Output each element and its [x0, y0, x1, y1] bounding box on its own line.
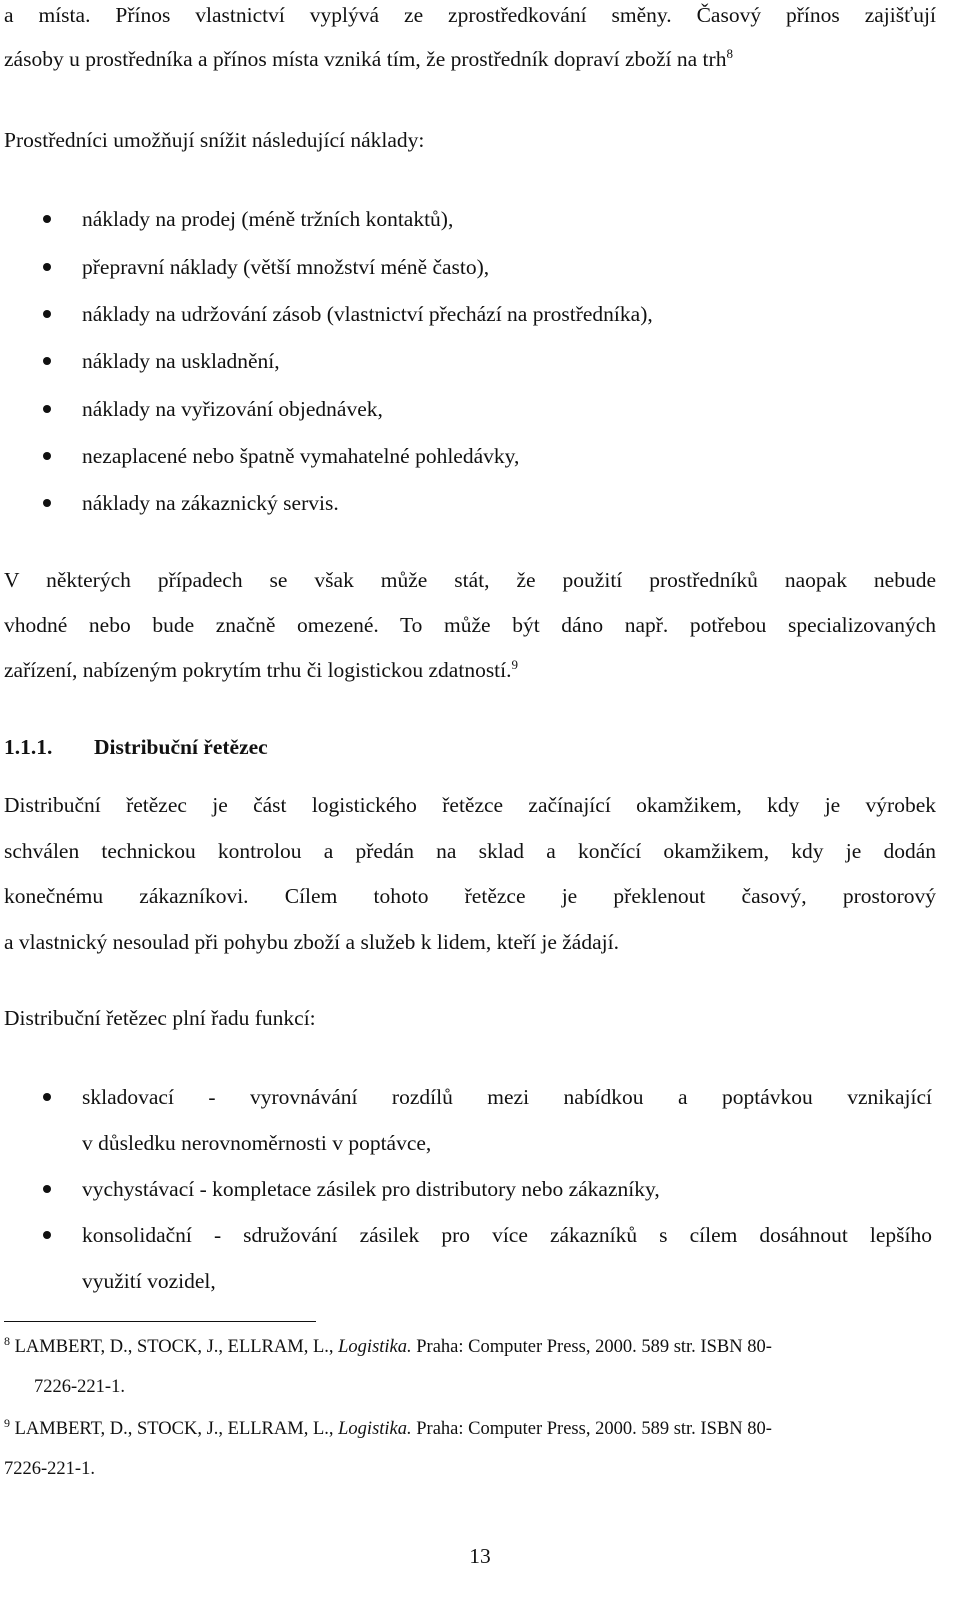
- page-number: 13: [469, 1544, 491, 1568]
- bullet-icon: [43, 405, 51, 413]
- paragraph-line: Distribuční řetězec je část logistického řetězce začínající okamžikem, kdy je výrobek: [4, 793, 936, 817]
- paragraph-line: a místa. Přínos vlastnictví vyplývá ze zprostředkování směny. Časový přínos zajišťují: [4, 3, 936, 27]
- list-item: vychystávací - kompletace zásilek pro distributory nebo zákazníky,: [82, 1177, 660, 1201]
- paragraph-line: a vlastnický nesoulad při pohybu zboží a služeb k lidem, kteří je žádají.: [4, 930, 619, 954]
- footnote-number: 8: [4, 1333, 10, 1348]
- section-heading: [4, 734, 936, 760]
- list-item: skladovací - vyrovnávání rozdílů mezi nabídkou a poptávkou vznikající: [82, 1085, 932, 1109]
- paragraph-line: konečnému zákazníkovi. Cílem tohoto řetězce je překlenout časový, prostorový: [4, 884, 936, 908]
- bullet-icon: [43, 215, 51, 223]
- list-item-continuation: v důsledku nerovnoměrnosti v poptávce,: [82, 1131, 432, 1155]
- bullet-icon: [43, 1231, 51, 1239]
- footnote-continuation: 7226-221-1.: [34, 1377, 125, 1397]
- list-item: nezaplacené nebo špatně vymahatelné pohledávky,: [82, 444, 520, 468]
- paragraph-line: [4, 46, 936, 72]
- paragraph-line: schválen technickou kontrolou a předán na sklad a končící okamžikem, kdy je dodán: [4, 839, 936, 863]
- footnote-text: Praha: Computer Press, 2000. 589 str. ISBN 80-: [416, 1337, 772, 1357]
- bullet-icon: [43, 310, 51, 318]
- bullet-icon: [43, 452, 51, 460]
- bullet-icon: [43, 1093, 51, 1101]
- bullet-icon: [43, 499, 51, 507]
- footnote: [4, 1335, 930, 1359]
- list-item: náklady na zákaznický servis.: [82, 491, 339, 515]
- footnote: [4, 1417, 930, 1441]
- paragraph-line: V některých případech se však může stát, že použití prostředníků naopak nebude: [4, 568, 936, 592]
- list-item: přepravní náklady (větší množství méně často),: [82, 255, 490, 279]
- footnote-ref: 8: [726, 45, 733, 61]
- paragraph-text: zařízení, nabízeným pokrytím trhu či logistickou zdatností.: [4, 658, 512, 682]
- list-item: náklady na prodej (méně tržních kontaktů),: [82, 207, 454, 231]
- footnote-ref: 9: [511, 656, 519, 672]
- bullet-icon: [43, 263, 51, 271]
- section-number: 1.1.1.: [4, 735, 53, 759]
- list-item: náklady na uskladnění,: [82, 349, 280, 373]
- footnote-divider: [4, 1321, 316, 1322]
- bullet-icon: [43, 1185, 51, 1193]
- footnote-title: Logistika.: [338, 1419, 412, 1439]
- intro-line: Prostředníci umožňují snížit následující náklady:: [4, 128, 425, 152]
- list-item: náklady na udržování zásob (vlastnictví přechází na prostředníka),: [82, 302, 653, 326]
- paragraph-line: vhodné nebo bude značně omezené. To může být dáno např. potřebou specializovaných: [4, 613, 936, 637]
- functions-intro: Distribuční řetězec plní řadu funkcí:: [4, 1006, 316, 1030]
- bullet-icon: [43, 357, 51, 365]
- list-item: konsolidační - sdružování zásilek pro více zákazníků s cílem dosáhnout lepšího: [82, 1223, 932, 1247]
- footnote-number: 9: [4, 1415, 10, 1430]
- list-item: náklady na vyřizování objednávek,: [82, 397, 383, 421]
- footnote-continuation: 7226-221-1.: [4, 1459, 95, 1479]
- list-item-continuation: využití vozidel,: [82, 1269, 216, 1293]
- section-title: Distribuční řetězec: [94, 735, 268, 759]
- footnote-authors: LAMBERT, D., STOCK, J., ELLRAM, L.,: [14, 1419, 334, 1439]
- footnote-title: Logistika.: [338, 1337, 412, 1357]
- paragraph-text: zásoby u prostředníka a přínos místa vzniká tím, že prostředník dopraví zboží na trh: [4, 47, 727, 71]
- paragraph-line: [4, 657, 936, 683]
- footnote-text: Praha: Computer Press, 2000. 589 str. ISBN 80-: [416, 1419, 772, 1439]
- footnote-authors: LAMBERT, D., STOCK, J., ELLRAM, L.,: [14, 1337, 334, 1357]
